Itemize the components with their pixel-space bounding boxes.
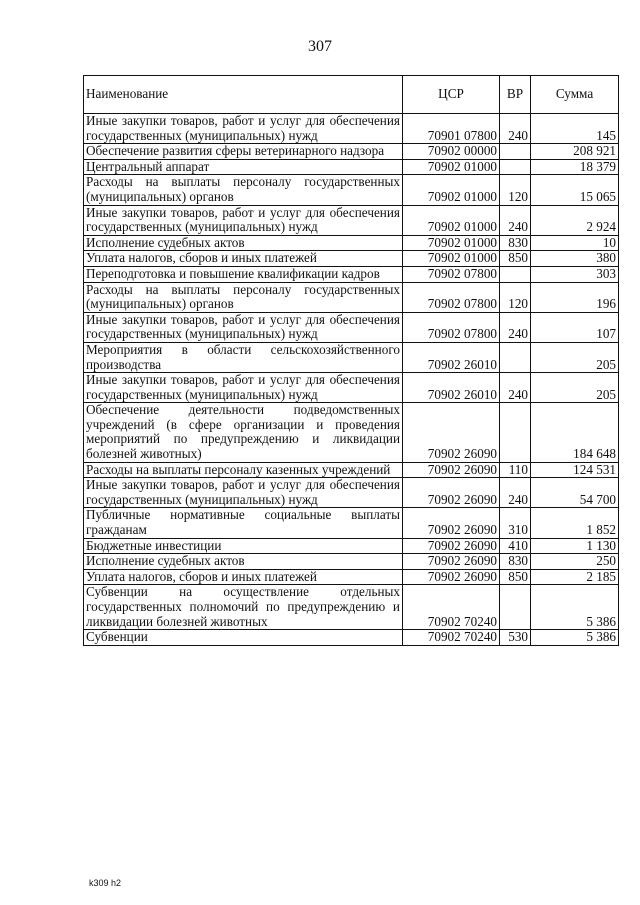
table-row — [84, 266, 619, 282]
cell-sum: 18 379 — [531, 159, 619, 175]
cell-csr: 70902 07800 — [403, 266, 500, 282]
cell-name: Расходы на выплаты персоналу государственных (муниципальных) органов — [84, 282, 403, 312]
cell-name: Иные закупки товаров, работ и услуг для обеспечения государственных (муниципальных) нужд — [84, 373, 403, 403]
table-row — [84, 282, 619, 312]
cell-sum: 107 — [531, 312, 619, 342]
cell-name: Расходы на выплаты персоналу государственных (муниципальных) органов — [84, 175, 403, 205]
cell-vr: 110 — [500, 462, 531, 478]
cell-vr: 120 — [500, 175, 531, 205]
cell-csr: 70901 07800 — [403, 114, 500, 144]
cell-name: Расходы на выплаты персоналу казенных учреждений — [84, 462, 403, 478]
table-row — [84, 342, 619, 372]
cell-sum: 145 — [531, 114, 619, 144]
table-row — [84, 403, 619, 462]
cell-sum: 208 921 — [531, 144, 619, 160]
table-row — [84, 312, 619, 342]
cell-vr: 850 — [500, 569, 531, 585]
cell-csr: 70902 01000 — [403, 205, 500, 235]
cell-sum: 205 — [531, 342, 619, 372]
table-row — [84, 569, 619, 585]
table-row — [84, 144, 619, 160]
cell-vr: 410 — [500, 538, 531, 554]
table-row — [84, 251, 619, 267]
cell-name: Обеспечение деятельности подведомственных учреждений (в сфере организации и проведения мероприятий по предупреждению и ликвидации болезней животных) — [84, 403, 403, 462]
table-row — [84, 114, 619, 144]
table-header-row — [84, 76, 619, 114]
table-row — [84, 235, 619, 251]
cell-sum: 250 — [531, 554, 619, 570]
cell-csr: 70902 70240 — [403, 585, 500, 630]
cell-name: Переподготовка и повышение квалификации кадров — [84, 266, 403, 282]
cell-sum: 54 700 — [531, 478, 619, 508]
cell-sum: 5 386 — [531, 585, 619, 630]
cell-sum: 2 924 — [531, 205, 619, 235]
cell-csr: 70902 01000 — [403, 235, 500, 251]
footer-code: k309 h2 — [89, 878, 122, 888]
table-row — [84, 159, 619, 175]
cell-vr: 120 — [500, 282, 531, 312]
cell-vr: 240 — [500, 114, 531, 144]
cell-csr: 70902 26090 — [403, 538, 500, 554]
cell-vr: 830 — [500, 235, 531, 251]
cell-name: Иные закупки товаров, работ и услуг для обеспечения государственных (муниципальных) нужд — [84, 312, 403, 342]
cell-csr: 70902 26090 — [403, 462, 500, 478]
cell-name: Центральный аппарат — [84, 159, 403, 175]
cell-vr — [500, 144, 531, 160]
table-row — [84, 538, 619, 554]
cell-vr: 240 — [500, 312, 531, 342]
cell-sum: 196 — [531, 282, 619, 312]
table-row — [84, 478, 619, 508]
column-header-name: Наименование — [84, 76, 403, 114]
cell-name: Иные закупки товаров, работ и услуг для обеспечения государственных (муниципальных) нужд — [84, 114, 403, 144]
cell-sum: 205 — [531, 373, 619, 403]
cell-name: Исполнение судебных актов — [84, 554, 403, 570]
cell-name: Уплата налогов, сборов и иных платежей — [84, 251, 403, 267]
cell-sum: 124 531 — [531, 462, 619, 478]
cell-sum: 1 130 — [531, 538, 619, 554]
cell-csr: 70902 26090 — [403, 554, 500, 570]
table-row — [84, 630, 619, 646]
cell-name: Субвенции на осуществление отдельных государственных полномочий по предупреждению и ликвидации болезней животных — [84, 585, 403, 630]
cell-csr: 70902 01000 — [403, 175, 500, 205]
cell-csr: 70902 26090 — [403, 403, 500, 462]
table-row — [84, 373, 619, 403]
cell-vr — [500, 159, 531, 175]
cell-vr: 530 — [500, 630, 531, 646]
cell-vr — [500, 342, 531, 372]
cell-name: Обеспечение развития сферы ветеринарного надзора — [84, 144, 403, 160]
cell-vr: 240 — [500, 478, 531, 508]
cell-vr: 310 — [500, 508, 531, 538]
cell-vr — [500, 403, 531, 462]
cell-sum: 380 — [531, 251, 619, 267]
cell-vr: 240 — [500, 205, 531, 235]
cell-vr: 850 — [500, 251, 531, 267]
cell-name: Субвенции — [84, 630, 403, 646]
cell-vr: 240 — [500, 373, 531, 403]
cell-name: Уплата налогов, сборов и иных платежей — [84, 569, 403, 585]
cell-sum: 303 — [531, 266, 619, 282]
cell-vr: 830 — [500, 554, 531, 570]
cell-vr — [500, 266, 531, 282]
table-body — [84, 114, 619, 646]
page-number: 307 — [308, 38, 332, 55]
table-row — [84, 462, 619, 478]
cell-csr: 70902 26090 — [403, 569, 500, 585]
cell-csr: 70902 07800 — [403, 312, 500, 342]
cell-csr: 70902 70240 — [403, 630, 500, 646]
cell-name: Исполнение судебных актов — [84, 235, 403, 251]
cell-name: Бюджетные инвестиции — [84, 538, 403, 554]
cell-sum: 10 — [531, 235, 619, 251]
cell-sum: 2 185 — [531, 569, 619, 585]
cell-csr: 70902 01000 — [403, 251, 500, 267]
column-header-sum: Сумма — [531, 76, 619, 114]
cell-csr: 70902 26010 — [403, 373, 500, 403]
cell-csr: 70902 26010 — [403, 342, 500, 372]
cell-sum: 5 386 — [531, 630, 619, 646]
column-header-vr: ВР — [500, 76, 531, 114]
budget-table — [83, 75, 619, 646]
cell-csr: 70902 26090 — [403, 508, 500, 538]
cell-name: Публичные нормативные социальные выплаты гражданам — [84, 508, 403, 538]
table-row — [84, 205, 619, 235]
table-row — [84, 554, 619, 570]
cell-vr — [500, 585, 531, 630]
cell-sum: 1 852 — [531, 508, 619, 538]
cell-csr: 70902 01000 — [403, 159, 500, 175]
cell-name: Иные закупки товаров, работ и услуг для обеспечения государственных (муниципальных) нужд — [84, 205, 403, 235]
cell-csr: 70902 26090 — [403, 478, 500, 508]
cell-name: Мероприятия в области сельскохозяйственного производства — [84, 342, 403, 372]
cell-csr: 70902 07800 — [403, 282, 500, 312]
cell-csr: 70902 00000 — [403, 144, 500, 160]
column-header-csr: ЦСР — [403, 76, 500, 114]
table-row — [84, 175, 619, 205]
cell-sum: 184 648 — [531, 403, 619, 462]
table-row — [84, 585, 619, 630]
cell-name: Иные закупки товаров, работ и услуг для обеспечения государственных (муниципальных) нужд — [84, 478, 403, 508]
cell-sum: 15 065 — [531, 175, 619, 205]
table-row — [84, 508, 619, 538]
